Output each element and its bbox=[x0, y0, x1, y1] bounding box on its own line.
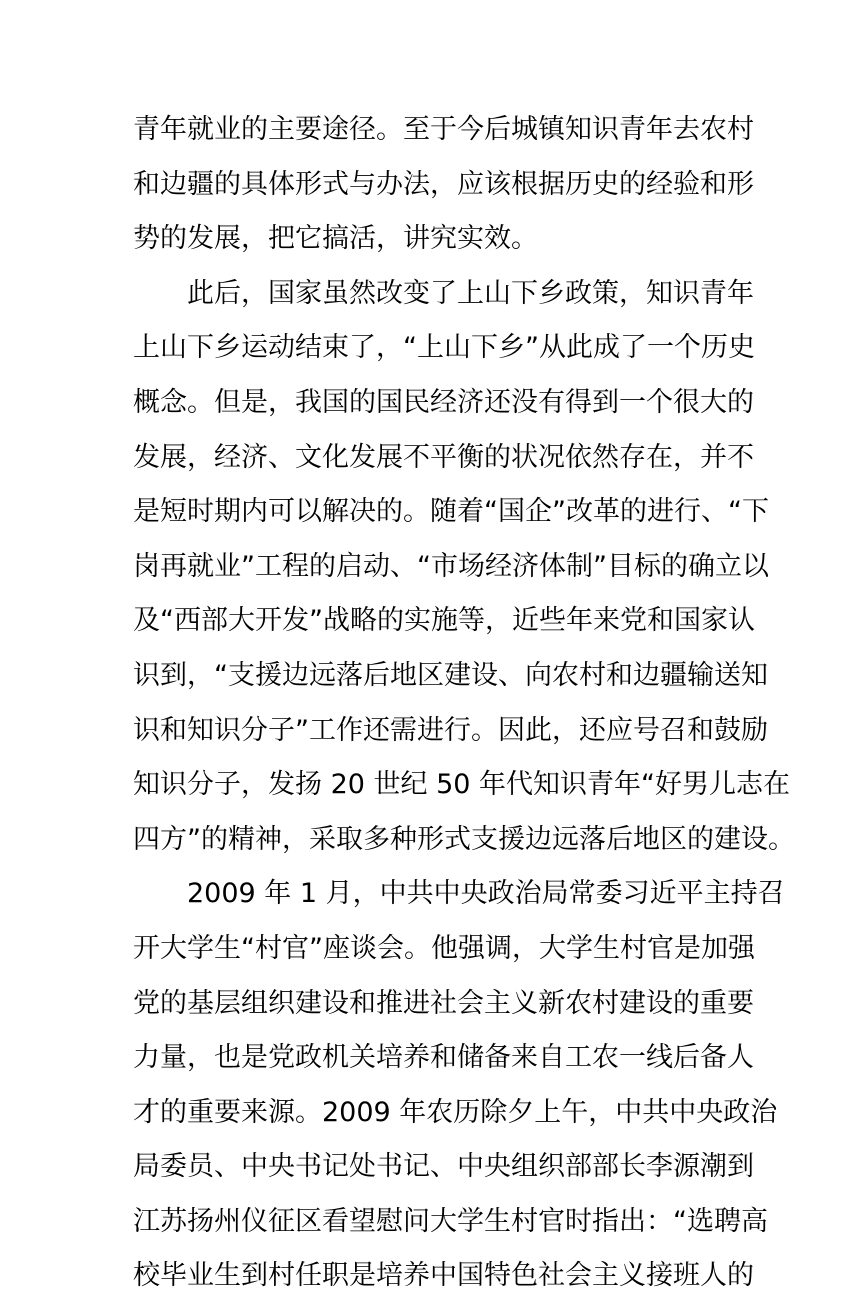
text-line: 力量，也是党政机关培养和储备来自工农一线后备人 bbox=[133, 1042, 754, 1074]
text-line: 知识分子，发扬 20 世纪 50 年代知识青年“好男儿志在 bbox=[133, 769, 791, 801]
text-line: 青年就业的主要途径。至于今后城镇知识青年去农村 bbox=[133, 114, 754, 145]
text-line: 上山下乡运动结束了，“上山下乡”从此成了一个历史 bbox=[133, 332, 755, 364]
text-line: 开大学生“村官”座谈会。他强调，大学生村官是加强 bbox=[133, 932, 755, 964]
body-text bbox=[133, 103, 795, 1304]
text-line: 党的基层组织建设和推进社会主义新农村建设的重要 bbox=[133, 987, 754, 1019]
text-line: 识和知识分子”工作还需进行。因此，还应号召和鼓励 bbox=[133, 714, 768, 746]
text-line: 发展，经济、文化发展不平衡的状况依然存在，并不 bbox=[133, 441, 754, 473]
paragraph-first-line: 2009 年 1 月，中共中央政治局常委习近平主持召 bbox=[187, 878, 785, 910]
text-line: 校毕业生到村任职是培养中国特色社会主义接班人的 bbox=[133, 1260, 754, 1292]
text-line: 识到，“支援边远落后地区建设、向农村和边疆输送知 bbox=[133, 659, 768, 691]
text-line: 岗再就业”工程的启动、“市场经济体制”目标的确立以 bbox=[133, 550, 769, 582]
text-line: 才的重要来源。2009 年农历除夕上午，中共中央政治 bbox=[133, 1096, 778, 1128]
text-line: 四方”的精神，采取多种形式支援边远落后地区的建设。 bbox=[133, 823, 795, 855]
text-line: 势的发展，把它搞活，讲究实效。 bbox=[133, 223, 538, 255]
text-line: 及“西部大开发”战略的实施等，近些年来党和国家认 bbox=[133, 605, 755, 637]
text-line: 是短时期内可以解决的。随着“国企”改革的进行、“下 bbox=[133, 496, 769, 528]
paragraph-first-line: 此后，国家虽然改变了上山下乡政策，知识青年 bbox=[187, 277, 754, 309]
text-line: 江苏扬州仪征区看望慰问大学生村官时指出：“选聘高 bbox=[133, 1205, 768, 1237]
text-line: 局委员、中央书记处书记、中央组织部部长李源潮到 bbox=[133, 1151, 754, 1183]
text-line: 概念。但是，我国的国民经济还没有得到一个很大的 bbox=[133, 386, 754, 418]
text-line: 和边疆的具体形式与办法，应该根据历史的经验和形 bbox=[133, 168, 754, 200]
